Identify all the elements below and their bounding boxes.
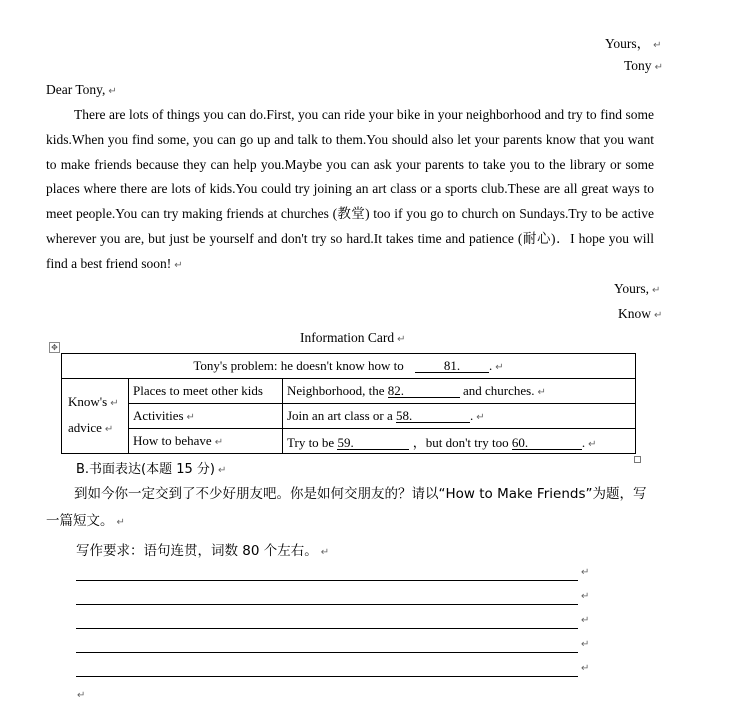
row-label-cell: How to behave ↵ <box>129 429 283 454</box>
paragraph-mark-icon: ↵ <box>214 437 224 448</box>
writing-prompt-text: 到如今你一定交到了不少好朋友吧。你是如何交朋友的？请以“How to Make Friends”为题，写一篇短文。 <box>46 486 647 529</box>
problem-text: Tony's problem: he doesn't know how to <box>193 358 404 373</box>
paragraph-mark-icon: ↵ <box>581 591 590 602</box>
letter-body <box>46 103 654 279</box>
side-label-cell <box>62 379 129 454</box>
paragraph-mark-icon: ↵ <box>476 412 485 423</box>
table-row <box>62 404 636 429</box>
paragraph-mark-icon: ↵ <box>581 567 590 578</box>
answer-blank-82[interactable]: 82. <box>388 383 460 398</box>
paragraph-mark-icon: ↵ <box>186 412 195 423</box>
table-row <box>62 379 636 404</box>
letter-body-text: There are lots of things you can do.First, you can ride your bike in your neighborhood and try to find some kids.When you find some, you can go up and talk to them.You should also let your parents know that you want to make friends because they can help you.Maybe you can ask your parents to take you to the library or some places where there are lots of kids.You could try joining an art class or a sports club.These are all great ways to meet people.You can try making friends at churches (教堂) too if you go to church on Sundays.Try to be active wherever you are, but just be yourself and don't try so hard.It takes time and patience (耐心)．I hope you will find a best friend soon! <box>46 107 654 271</box>
table-resize-handle-icon[interactable] <box>634 456 641 463</box>
writing-heading-text: B.书面表达(本题 15 分) <box>76 462 216 477</box>
answer-blank-58[interactable]: 58. <box>396 408 470 423</box>
paragraph-mark-icon: ↵ <box>104 424 114 435</box>
paragraph-mark-icon: ↵ <box>581 615 590 626</box>
card-title-text: Information Card <box>300 330 395 345</box>
row-label-cell: Activities ↵ <box>129 404 283 429</box>
side-label-text: Know's <box>68 394 108 409</box>
paragraph-mark-icon: ↵ <box>110 398 119 409</box>
paragraph-mark-icon: ↵ <box>108 86 117 97</box>
paragraph-mark-icon: ↵ <box>77 690 86 701</box>
signature-text: Know <box>618 306 651 321</box>
paragraph-mark-icon: ↵ <box>218 465 227 476</box>
writing-line[interactable] <box>76 676 578 677</box>
paragraph-mark-icon: ↵ <box>654 62 663 73</box>
signature-tony <box>624 58 663 74</box>
paragraph-mark-icon: ↵ <box>581 663 590 674</box>
writing-line[interactable] <box>76 580 578 581</box>
information-card-table <box>61 353 636 454</box>
paragraph-mark-icon: ↵ <box>537 387 546 398</box>
closing-text: Yours， <box>605 36 651 51</box>
closing-yours-top <box>605 32 662 52</box>
paragraph-mark-icon: ↵ <box>397 334 406 345</box>
paragraph-mark-icon: ↵ <box>116 517 125 528</box>
closing-text: Yours, <box>614 281 650 296</box>
signature-know <box>618 306 662 322</box>
paragraph-mark-icon: ↵ <box>174 259 183 271</box>
table-move-handle-icon[interactable]: ✥ <box>49 342 60 353</box>
writing-prompt <box>46 481 658 536</box>
row-content-cell: Try to be 59. ，but don't try too 60. . ↵ <box>283 429 636 454</box>
writing-line[interactable] <box>76 652 578 653</box>
paragraph-mark-icon: ↵ <box>654 310 663 321</box>
writing-line[interactable] <box>76 628 578 629</box>
row-content-cell: Join an art class or a 58. . ↵ <box>283 404 636 429</box>
table-row <box>62 354 636 379</box>
closing-yours <box>614 281 660 297</box>
writing-heading <box>76 458 226 477</box>
salutation-text: Dear Tony, <box>46 82 106 97</box>
row-label-cell: Places to meet other kids <box>129 379 283 404</box>
paragraph-mark-icon: ↵ <box>581 639 590 650</box>
writing-requirements <box>76 539 329 559</box>
paragraph-mark-icon: ↵ <box>653 40 662 51</box>
answer-blank-81[interactable]: 81. <box>415 358 489 373</box>
table-row <box>62 429 636 454</box>
problem-cell: Tony's problem: he doesn't know how to 81. . ↵ <box>62 354 636 379</box>
writing-requirements-text: 写作要求：语句连贯，词数 80 个左右。 <box>76 543 318 559</box>
paragraph-mark-icon: ↵ <box>652 285 661 296</box>
answer-blank-60[interactable]: 60. <box>512 435 582 450</box>
paragraph-mark-icon: ↵ <box>495 362 504 373</box>
paragraph-mark-icon: ↵ <box>588 438 597 450</box>
salutation <box>46 82 117 98</box>
row-content-cell: Neighborhood, the 82. and churches. ↵ <box>283 379 636 404</box>
signature-text: Tony <box>624 58 652 73</box>
answer-blank-59[interactable]: 59. <box>337 435 409 450</box>
writing-line[interactable] <box>76 604 578 605</box>
side-label-text: advice <box>68 420 102 435</box>
card-title <box>300 330 406 346</box>
paragraph-mark-icon: ↵ <box>320 547 330 558</box>
